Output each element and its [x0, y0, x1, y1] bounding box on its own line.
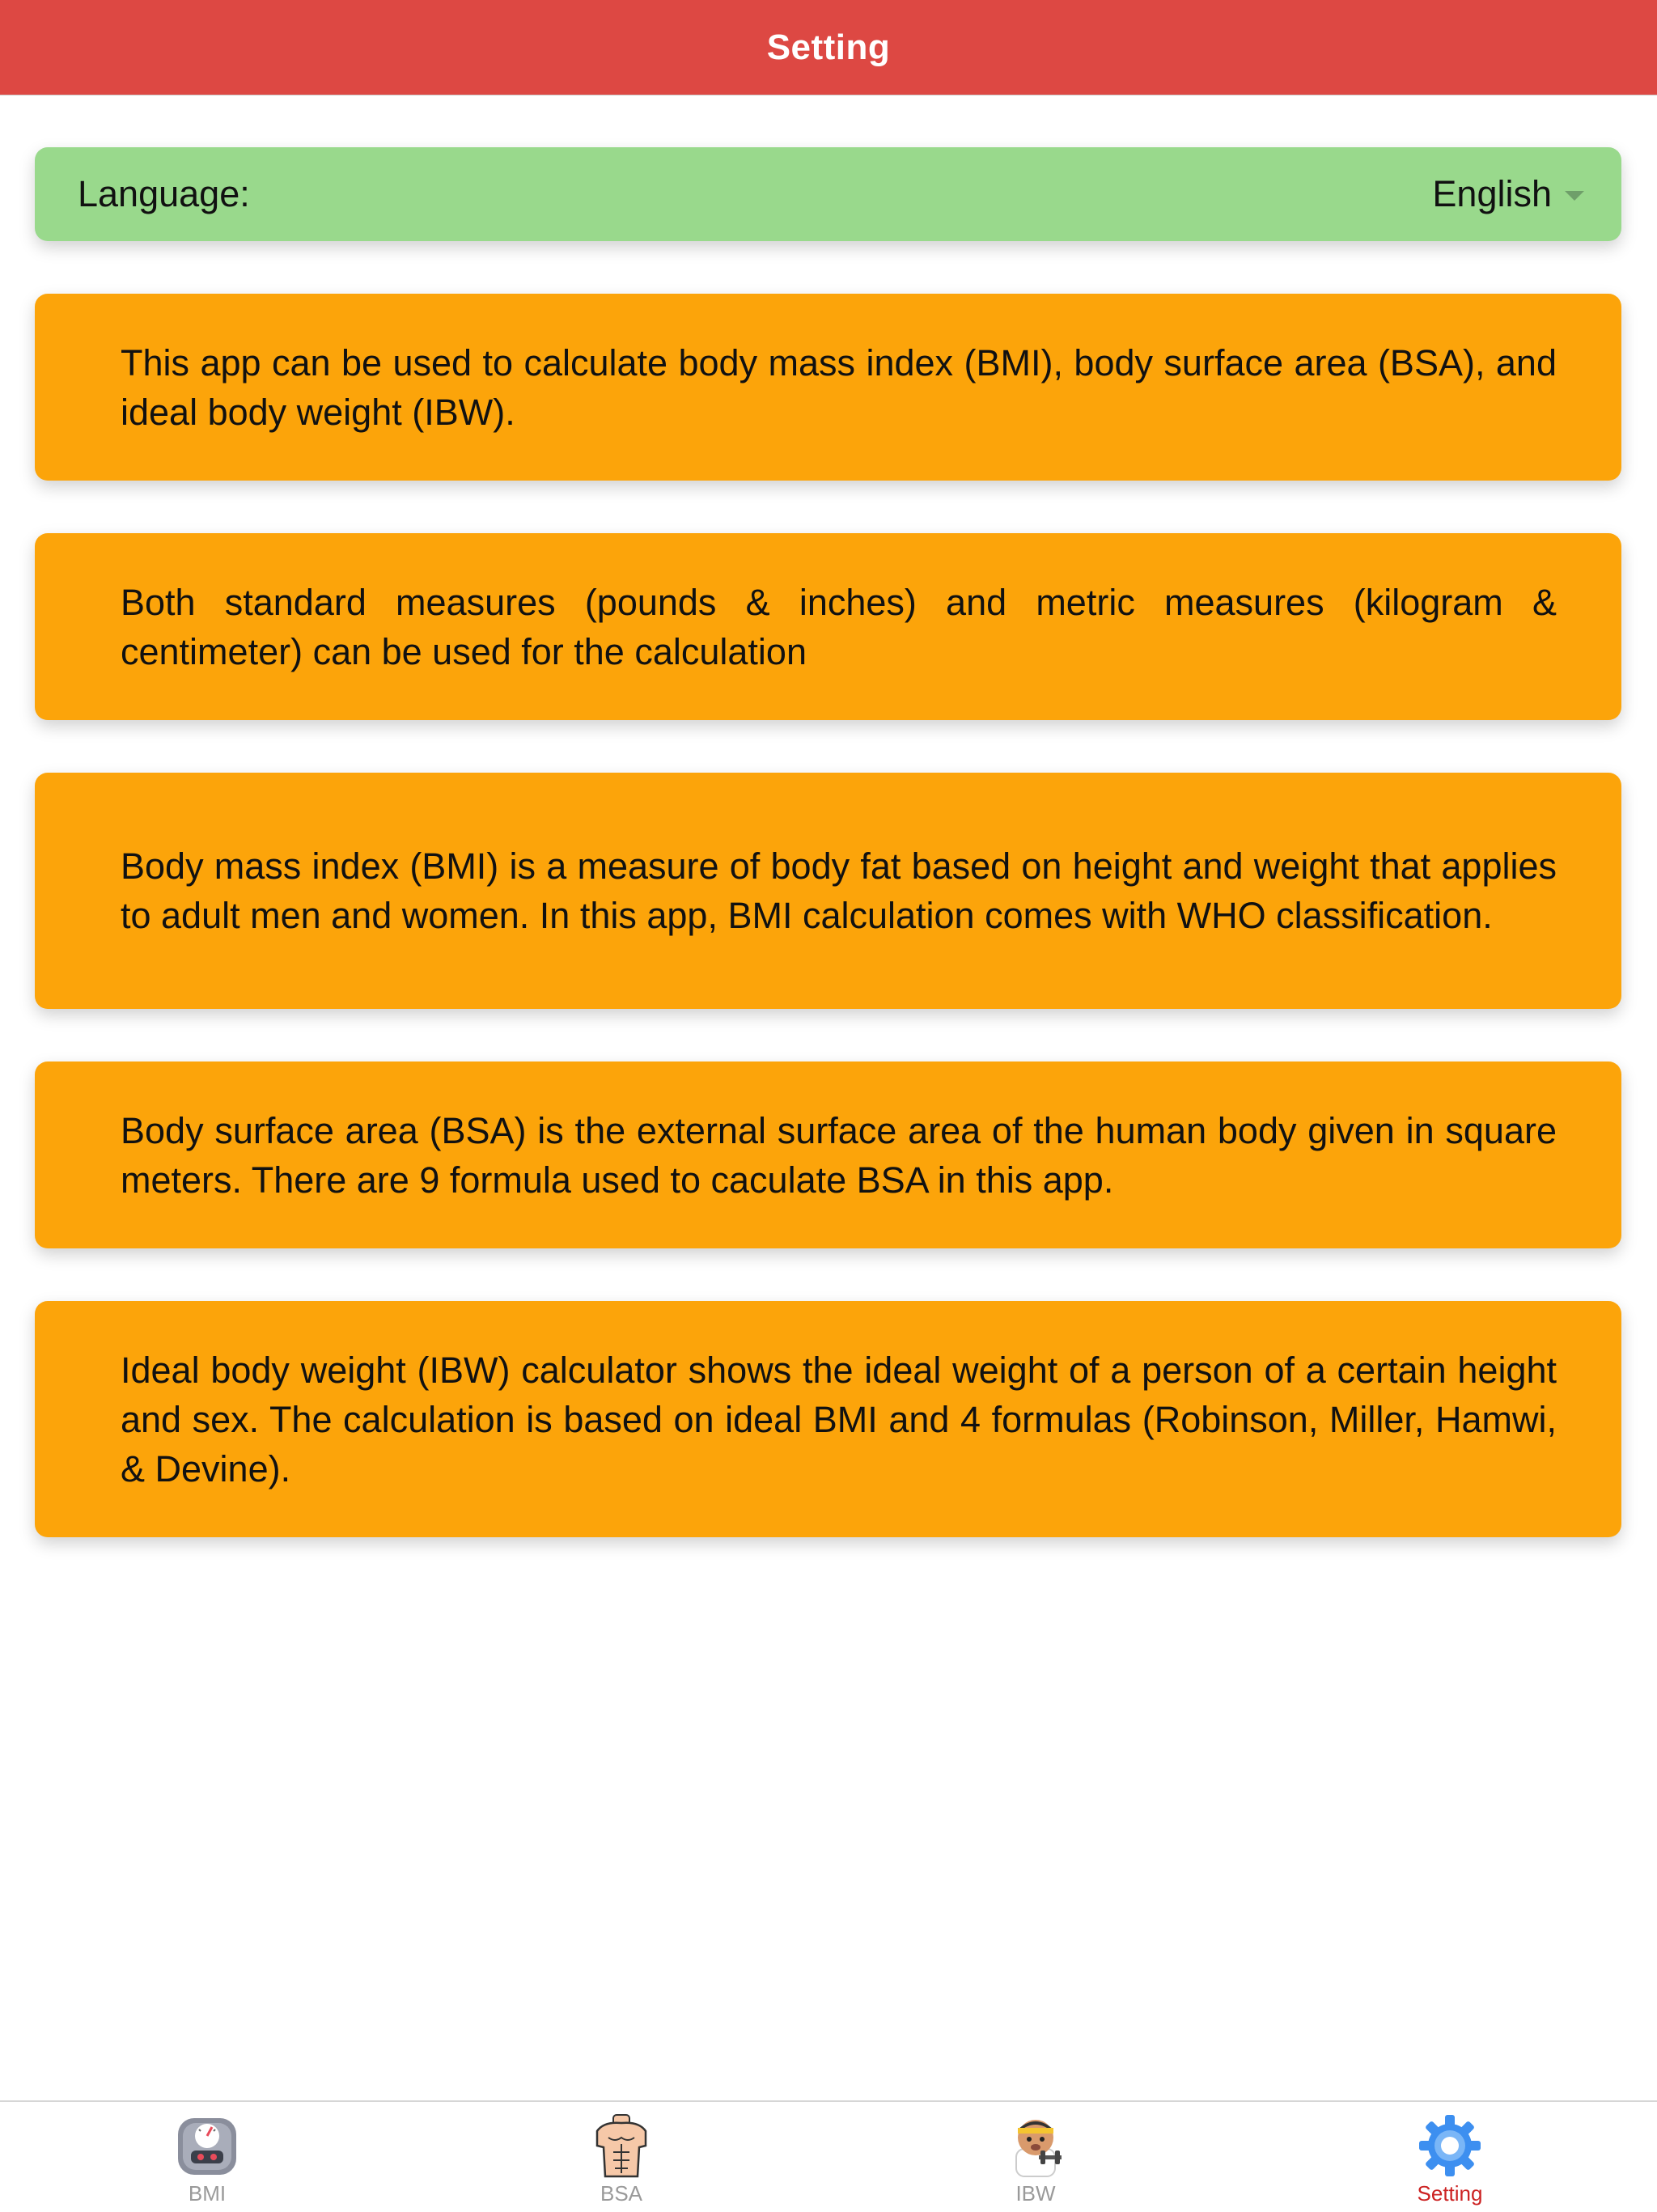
info-card-app-purpose: [35, 294, 1621, 481]
language-selected-value: English: [1432, 173, 1552, 214]
info-card-bsa: [35, 1062, 1621, 1248]
chevron-down-icon: [1565, 191, 1584, 201]
torso-icon: [589, 2113, 654, 2178]
gear-icon: [1418, 2113, 1482, 2178]
info-card-bmi: [35, 773, 1621, 1009]
tab-label: BMI: [188, 2181, 227, 2206]
weighing-scale-icon: [175, 2113, 239, 2178]
tab-label: BSA: [600, 2181, 643, 2206]
info-card-text: Body surface area (BSA) is the external surface area of the human body given in square meters. There are 9 formula used to caculate BSA in this app.: [121, 1109, 1557, 1201]
bottom-tab-bar: [0, 2100, 1657, 2212]
info-card-text: Both standard measures (pounds & inches) and metric measures (kilogram & centimeter) can be used for the calculation: [121, 581, 1557, 672]
tab-label: IBW: [1015, 2181, 1056, 2206]
info-card-text: This app can be used to calculate body mass index (BMI), body surface area (BSA), and ideal body weight (IBW).: [121, 341, 1557, 433]
language-dropdown[interactable]: [1432, 173, 1584, 215]
tab-bsa[interactable]: [414, 2102, 828, 2212]
page-title: Setting: [766, 27, 891, 67]
language-label: Language:: [78, 173, 250, 214]
info-card-units: [35, 533, 1621, 720]
info-card-text: Ideal body weight (IBW) calculator shows the ideal weight of a person of a certain height and sex. The calculation is based on ideal BMI and 4 formulas (Robinson, Miller, Hamwi, & Devine).: [121, 1349, 1557, 1489]
language-row: [35, 147, 1621, 241]
tab-label: Setting: [1417, 2181, 1483, 2206]
weightlifter-icon: [1003, 2113, 1068, 2178]
tab-bmi[interactable]: [0, 2102, 414, 2212]
tab-setting[interactable]: [1243, 2102, 1657, 2212]
tab-ibw[interactable]: [828, 2102, 1243, 2212]
info-card-text: Body mass index (BMI) is a measure of body fat based on height and weight that applies to adult men and women. In this app, BMI calculation comes with WHO classification.: [121, 845, 1557, 936]
info-card-ibw: [35, 1301, 1621, 1537]
nav-header: [0, 0, 1657, 95]
